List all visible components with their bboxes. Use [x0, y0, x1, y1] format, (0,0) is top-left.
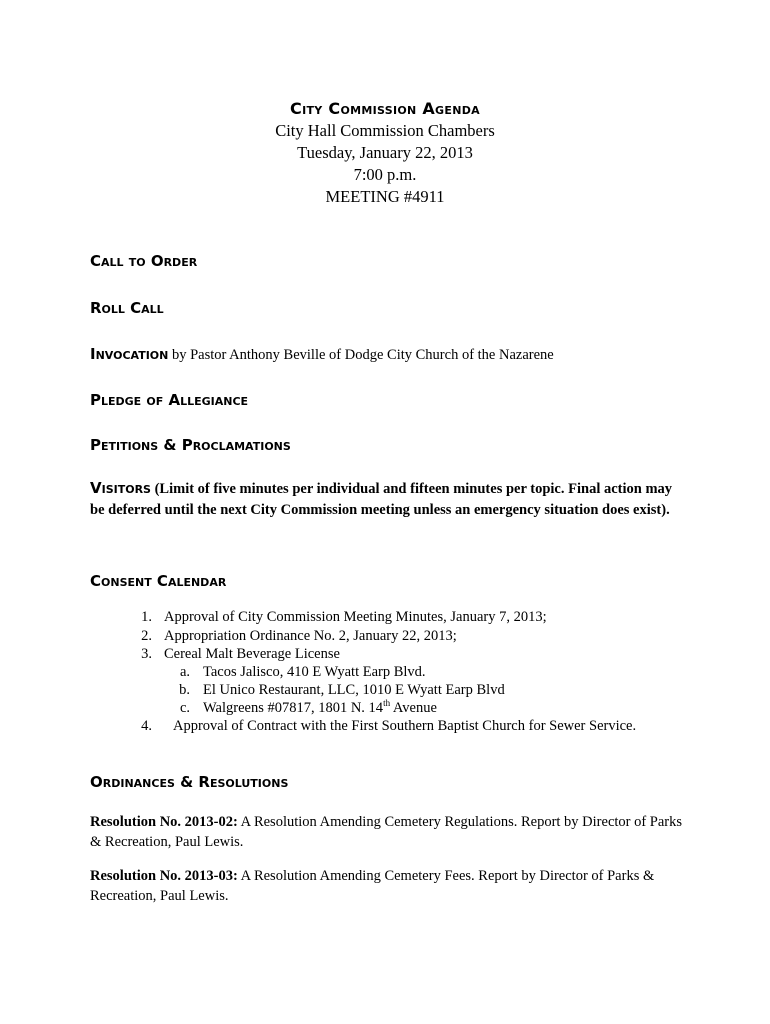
resolution-item — [90, 812, 690, 852]
meeting-number: MEETING #4911 — [325, 187, 445, 206]
visitors-heading: Visitors — [90, 479, 151, 497]
section-pledge: Pledge of Allegiance — [90, 391, 249, 409]
resolution-text: A Resolution Amending Cemetery Fees. Report by Director of Parks & Recreation, Paul Lewis. — [90, 868, 655, 904]
agenda-page: City Commission Agenda City Hall Commission Chambers Tuesday, January 22, 2013 7:00 p.m. MEETING #4911 Call to Order Roll Call Invocation by Pastor Anthony Beville of Dodge City Church of the Nazarene Pledge of Allegiance Petitions & Proclamations Visitors (Limit of five minutes per individual and fifteen minutes per topic. Final action may be deferred until the next City Commission meeting unless an emergency situation does exist). Consent Calendar 1. Approval of City Commission Meeting Minutes, January 7, 2013; 2. Appropriation Ordinance No. 2, January 22, 2013; 3. Cereal Malt Beverage License a. Tacos Jalisco, 410 E Wyatt Earp Blvd. b. El Unico Restaurant, LLC, 1010 E Wyatt Earp Blvd c. Walgreens #07817, 1801 N. 14th Avenue 4. Approval of Contract with the First Southern Baptist Church for Sewer Service. Ordinances & Resolutions Resolution No. 2013-02: A Resolution Amending Cemetery Regulations. Report by Director of Parks & Recreation, Paul Lewis. Resolution No. 2013-03: A Resolution Amending Cemetery Fees. Report by Director of Parks & Recreation, Paul Lewis. — [0, 0, 770, 1024]
section-visitors — [90, 479, 690, 520]
meeting-date: Tuesday, January 22, 2013 — [297, 143, 473, 162]
invocation-text: by Pastor Anthony Beville of Dodge City Church of the Nazarene — [168, 347, 554, 363]
resolution-label: Resolution No. 2013-02: — [90, 814, 238, 830]
meeting-time: 7:00 p.m. — [353, 165, 417, 184]
invocation-heading: Invocation — [90, 345, 169, 363]
section-roll-call: Roll Call — [90, 299, 164, 317]
section-ordinances-resolutions: Ordinances & Resolutions — [90, 773, 289, 791]
section-petitions: Petitions & Proclamations — [90, 436, 291, 454]
section-call-to-order: Call to Order — [90, 252, 198, 270]
agenda-title: City Commission Agenda — [290, 99, 480, 118]
resolution-item — [90, 866, 690, 906]
section-invocation — [90, 344, 554, 365]
resolution-label: Resolution No. 2013-03: — [90, 868, 238, 884]
agenda-header — [0, 98, 770, 208]
section-consent-calendar: Consent Calendar — [90, 572, 227, 590]
meeting-location: City Hall Commission Chambers — [275, 121, 495, 140]
resolution-text: A Resolution Amending Cemetery Regulations. Report by Director of Parks & Recreation, Paul Lewis. — [90, 814, 683, 850]
visitors-note: (Limit of five minutes per individual and fifteen minutes per topic. Final action may be deferred until the next City Commission meeting unless an emergency situation does exist). — [90, 481, 673, 518]
